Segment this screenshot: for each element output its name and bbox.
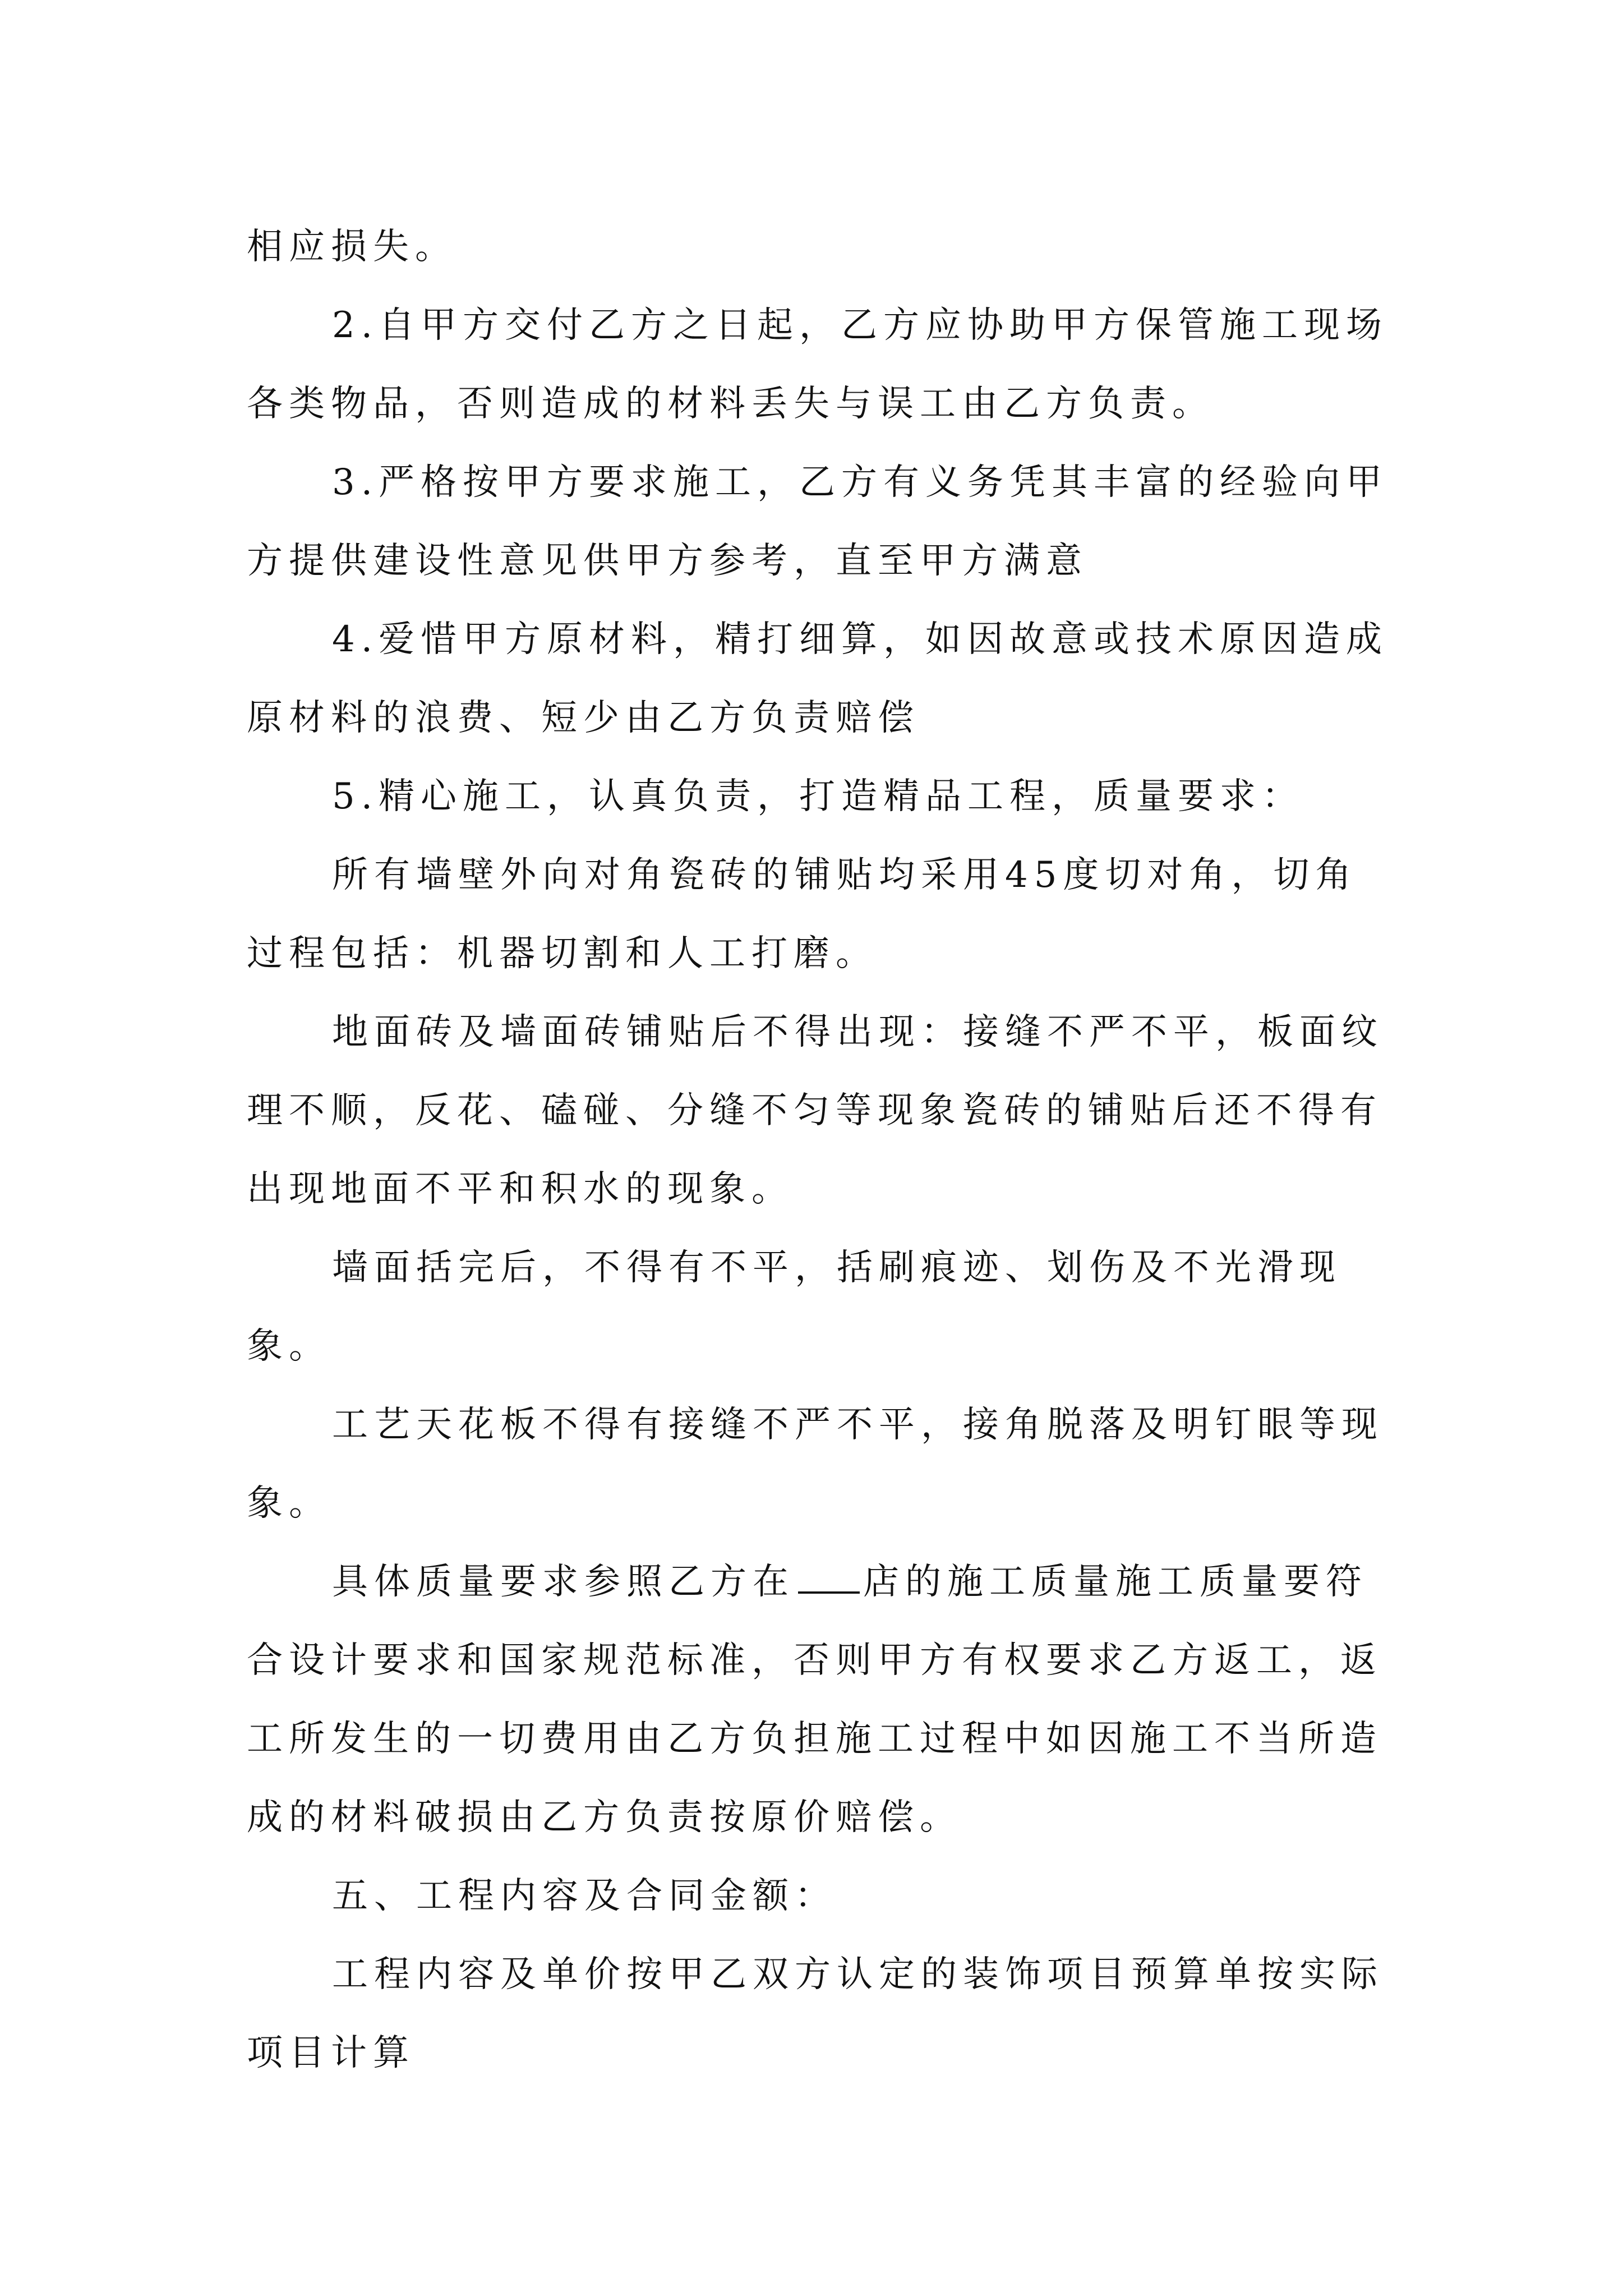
paragraph-loss: 相应损失。 bbox=[247, 226, 457, 268]
paragraph-floor-wall-tiles: 地面砖及墙面砖铺贴后不得出现：接缝不严不平，板面纹理不顺，反花、磕碰、分缝不匀等现象瓷砖的铺贴后还不得有出现地面不平和积水的现象。 bbox=[247, 1011, 1384, 1210]
paragraph-item-5: 5.精心施工，认真负责，打造精品工程，质量要求： bbox=[332, 776, 1304, 817]
document-page bbox=[247, 208, 1391, 2092]
paragraph-wall-finish: 墙面括完后，不得有不平，括刷痕迹、划伤及不光滑现象。 bbox=[247, 1247, 1341, 1367]
section-heading-five: 五、工程内容及合同金额： bbox=[332, 1875, 837, 1917]
quality-reference-after: 店的施工质量施工质量要符合设计要求和国家规范标准，否则甲方有权要求乙方返工，返工所发生的一切费用由乙方负担施工过程中如因施工不当所造成的材料破损由乙方负责按原价赔偿。 bbox=[247, 1561, 1382, 1838]
quality-reference-before: 具体质量要求参照乙方在 bbox=[332, 1561, 795, 1603]
paragraph-tile-corners: 所有墙壁外向对角瓷砖的铺贴均采用45度切对角，切角过程包括：机器切割和人工打磨。 bbox=[247, 854, 1358, 974]
paragraph-quality-reference bbox=[247, 1543, 1391, 1857]
paragraph-item-3: 3.严格按甲方要求施工，乙方有义务凭其丰富的经验向甲方提供建设性意见供甲方参考，直至甲方满意 bbox=[247, 462, 1389, 582]
paragraph-contract-content: 工程内容及单价按甲乙双方认定的装饰项目预算单按实际项目计算 bbox=[247, 1954, 1384, 2074]
paragraph-ceiling: 工艺天花板不得有接缝不严不平，接角脱落及明钉眼等现象。 bbox=[247, 1404, 1384, 1524]
paragraph-item-2: 2.自甲方交付乙方之日起，乙方应协助甲方保管施工现场各类物品，否则造成的材料丢失与误工由乙方负责。 bbox=[247, 305, 1389, 425]
paragraph-item-4: 4.爱惜甲方原材料，精打细算，如因故意或技术原因造成原材料的浪费、短少由乙方负责赔偿 bbox=[247, 619, 1389, 739]
fill-in-blank bbox=[798, 1562, 860, 1594]
